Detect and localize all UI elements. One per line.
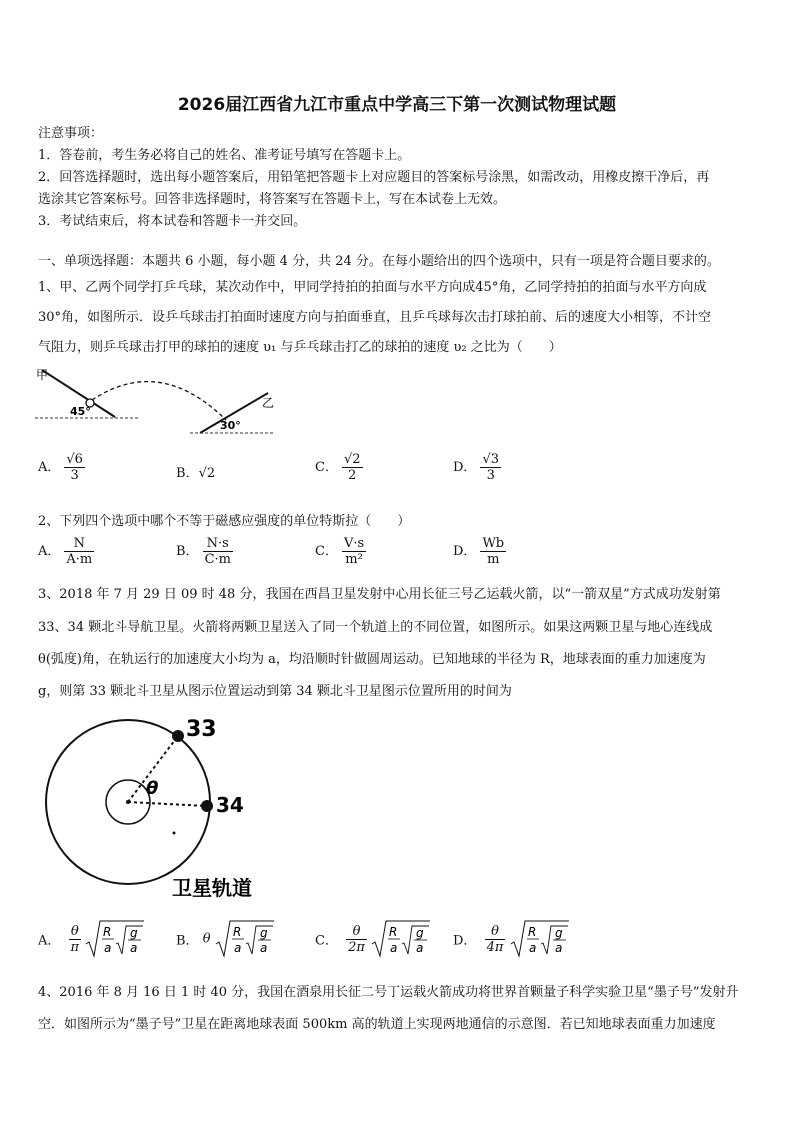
q4-line-2: 空．如图所示为“墨子号”卫星在距离地球表面 500km 高的轨道上实现两地通信的示意图．若已知地球表面重力加速度 xyxy=(38,1017,716,1032)
notice-item-2: 2．回答选择题时，选出每小题答案后，用铅笔把答题卡上对应题目的答案标号涂黑，如需改动，用橡皮擦干净后，再 xyxy=(38,170,710,185)
fig-caption: 卫星轨道 xyxy=(172,876,252,900)
nested-root-symbol xyxy=(85,918,145,960)
satellite-34-icon xyxy=(201,800,213,812)
root-r-num: R xyxy=(103,925,112,939)
root-r-den: a xyxy=(104,941,112,955)
q2-text: 2、下列四个选项中哪个不等于磁感应强度的单位特斯拉（ ） xyxy=(38,514,411,529)
q3-option-c[interactable]: C． $\frac{\theta}{2\pi}$ R a g a xyxy=(315,918,431,960)
root-r-den: a xyxy=(390,941,398,955)
root-r-den: a xyxy=(233,941,242,955)
root-r-den: a xyxy=(528,941,536,955)
root-g-den: a xyxy=(554,941,562,955)
q1-line-2: 30°角，如图所示．设乒乓球击打拍面时速度方向与拍面垂直，且乒乓球每次击打球拍前、后的速度大小相等，不计空 xyxy=(38,310,712,325)
root-expression xyxy=(510,925,570,955)
root-g-den: a xyxy=(416,941,424,955)
q1-line-1: 1、甲、乙两个同学打乒乓球，某次动作中，甲同学持拍的拍面与水平方向成45°角，乙同学持拍的拍面与水平方向成 xyxy=(38,280,707,295)
q2-option-a[interactable]: A． $\frac{N}{A\cdot m}$ xyxy=(38,536,93,567)
fig-angle-30: 30° xyxy=(220,419,241,432)
root-g-num: g xyxy=(259,926,268,940)
section-heading: 一、单项选择题：本题共 6 小题，每小题 4 分，共 24 分。在每小题给出的四个选项中，只有一项是符合题目要求的。 xyxy=(38,254,720,269)
notice-item-3: 3．考试结束后，将本试卷和答题卡一并交回。 xyxy=(38,214,307,229)
q3-orbit-figure xyxy=(40,712,290,902)
fig-label-jia: 甲 xyxy=(36,368,49,382)
radius-to-34 xyxy=(128,802,207,806)
q1-paddle-figure xyxy=(30,365,290,440)
q3-line-2: 33、34 颗北斗导航卫星。火箭将两颗卫星送入了同一个轨道上的不同位置，如图所示。如果这两颗卫星与地心连线成 xyxy=(38,620,713,635)
q2-option-c[interactable]: C． $\frac{V\cdot s}{\text{m²}}$ xyxy=(315,536,365,567)
q3-line-4: g，则第 33 颗北斗卫星从图示位置运动到第 34 颗北斗卫星图示位置所用的时间为 xyxy=(38,684,512,699)
q3-option-d[interactable]: D． $\frac{\theta}{4\pi}$ R a g a xyxy=(453,918,570,960)
nested-root-symbol xyxy=(510,918,570,960)
notice-header: 注意事项： xyxy=(38,126,104,141)
q1-line-3: 气阻力，则乒乓球击打甲的球拍的速度 υ₁ 与乒乓球击打乙的球拍的速度 υ₂ 之比为（ ） xyxy=(38,340,562,355)
fig-theta: θ xyxy=(146,778,159,799)
root-g-num: g xyxy=(130,926,138,940)
root-g-num: g xyxy=(416,926,424,940)
page-title: 2026届江西省九江市重点中学高三下第一次测试物理试题 xyxy=(177,95,617,115)
q3-line-1: 3、2018 年 7 月 29 日 09 时 48 分，我国在西昌卫星发射中心用长征三号乙运载火箭，以“一箭双星”方式成功发射第 xyxy=(38,587,721,602)
q1-option-c[interactable]: C． $\frac{√2}{2}$ xyxy=(315,452,361,483)
fig-angle-45: 45° xyxy=(70,405,91,418)
nested-root-symbol xyxy=(371,918,431,960)
root-r-num: R xyxy=(527,925,536,939)
nested-root-symbol xyxy=(215,918,275,960)
root-g-den: a xyxy=(130,941,138,955)
q3-line-3: θ(弧度)角，在轨运行的加速度大小均为 a，均沿顺时针做圆周运动。已知地球的半径为 R，地球表面的重力加速度为 xyxy=(38,652,706,667)
root-expression xyxy=(85,925,145,955)
fig-label-yi: 乙 xyxy=(262,396,275,410)
root-r-num: R xyxy=(389,925,398,939)
root-r-num: R xyxy=(232,925,242,939)
fig-label-34: 34 xyxy=(216,793,244,817)
root-g-num: g xyxy=(554,926,563,940)
notice-item-2-cont: 选涂其它答案标号。回答非选择题时，将答案写在答题卡上，写在本试卷上无效。 xyxy=(38,192,507,207)
q1-option-d[interactable]: D． $\frac{√3}{3}$ xyxy=(453,452,499,483)
notice-item-1: 1．答卷前，考生务必将自己的姓名、准考证号填写在答题卡上。 xyxy=(38,148,411,163)
orbit-dot xyxy=(173,832,176,835)
fig-label-33: 33 xyxy=(186,717,217,742)
satellite-33-icon xyxy=(172,730,184,742)
q1-option-b[interactable]: B．√2 xyxy=(176,466,216,481)
q3-option-a[interactable]: A． $\frac{\theta}{\pi}$ R a g a xyxy=(38,918,145,960)
q4-line-1: 4、2016 年 8 月 16 日 1 时 40 分，我国在酒泉用长征二号丁运载火箭成功将世界首颗量子科学实验卫星“墨子号”发射升 xyxy=(38,985,739,1000)
root-g-den: a xyxy=(259,941,268,955)
q1-option-a[interactable]: A． $\frac{√6}{3}$ xyxy=(38,452,83,483)
q2-option-d[interactable]: D． $\frac{Wb}{m}$ xyxy=(453,536,505,567)
root-expression xyxy=(371,925,431,955)
q2-option-b[interactable]: B． $\frac{N\cdot s}{C\cdot m}$ xyxy=(176,536,231,567)
q3-option-b[interactable]: B． θ R a g a xyxy=(176,918,275,960)
